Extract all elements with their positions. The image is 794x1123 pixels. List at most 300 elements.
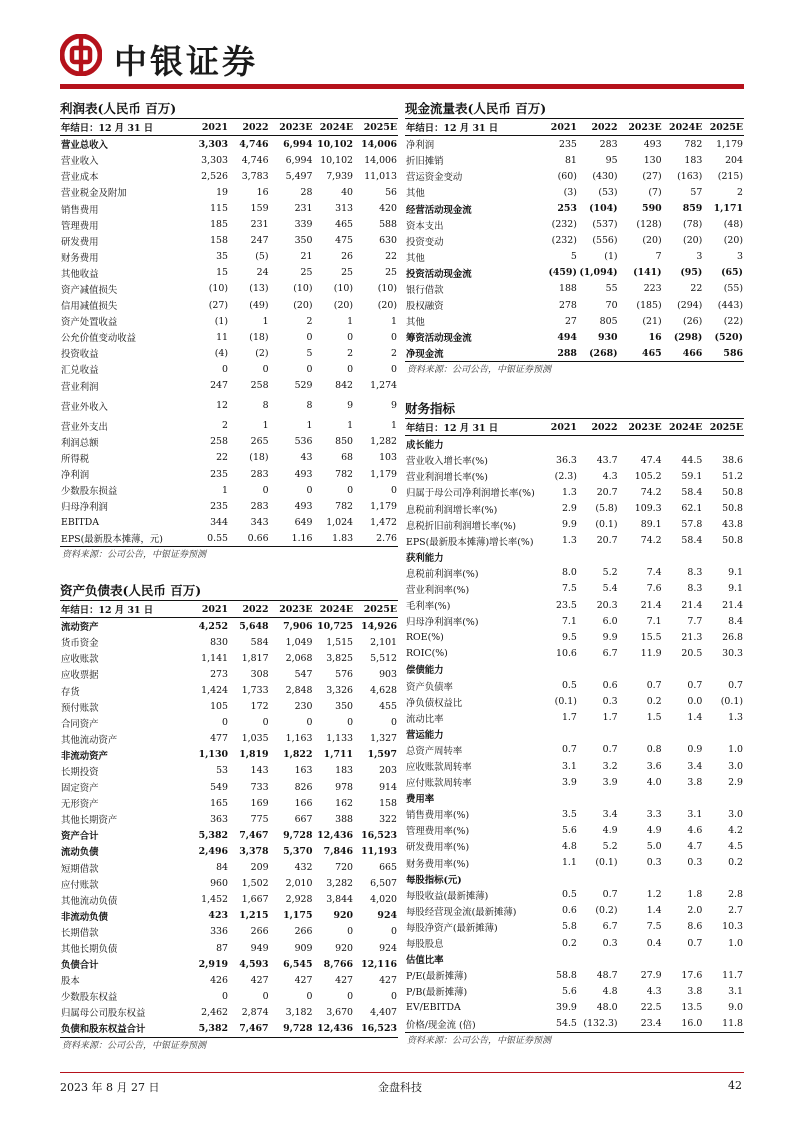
cell-value: 2022	[229, 601, 270, 618]
cell-value: 36.3	[556, 454, 577, 466]
table-row	[405, 967, 744, 983]
cell-value: 0	[347, 926, 354, 938]
table-row	[405, 806, 744, 822]
cell-value: 9.9	[602, 631, 618, 643]
table-row	[60, 876, 398, 892]
cell-value: (65)	[721, 267, 743, 279]
table-row	[405, 790, 744, 806]
cell-value: 0	[391, 363, 397, 375]
cell-value: (78)	[683, 219, 703, 231]
cell-value: 8.3	[687, 583, 703, 595]
cell-value: 115	[210, 203, 228, 215]
cell-value: 10,102	[320, 154, 354, 166]
cell-value: (163)	[677, 170, 703, 182]
cell-value: 0	[347, 331, 354, 343]
cell-value: 0.66	[247, 532, 269, 544]
cell-value: 16.0	[681, 1018, 703, 1030]
row-label: 营业收入	[61, 156, 99, 168]
cell-value: 4.3	[602, 470, 618, 482]
cell-value: 1.5	[646, 712, 662, 724]
cell-value: 40	[341, 186, 354, 198]
table-row	[405, 903, 744, 919]
cell-value: 20.7	[596, 535, 618, 547]
row-label: 归母净利润	[61, 502, 108, 514]
cell-value: 20.5	[681, 647, 703, 659]
cell-value: 2.0	[687, 905, 703, 917]
cell-value: 273	[210, 668, 228, 680]
cell-value: 162	[335, 797, 354, 809]
cell-value: 5.4	[602, 583, 618, 595]
cell-value: 1	[391, 315, 397, 327]
cell-value: (20)	[377, 299, 397, 311]
cell-value: 5,648	[239, 620, 269, 632]
table-row	[60, 827, 398, 843]
cell-value: 35	[216, 251, 228, 263]
cell-value: 584	[250, 636, 269, 648]
footer-date: 2023 年 8 月 27 日	[60, 1081, 160, 1094]
cell-value: 1.3	[561, 486, 577, 498]
cell-value: 0.2	[728, 857, 743, 869]
cell-value: 5.2	[602, 840, 618, 852]
cell-value: (20)	[683, 235, 703, 247]
row-label: 银行借款	[406, 284, 444, 296]
cell-value: 20.7	[596, 486, 618, 498]
row-label: 每股经营现金流(最新摊薄)	[406, 906, 517, 918]
row-label: 股权融资	[406, 301, 444, 313]
cell-value: 158	[379, 797, 397, 809]
cell-value: 21.3	[681, 631, 703, 643]
cell-value: 1,502	[241, 878, 269, 890]
cell-value: 1,141	[201, 652, 228, 664]
cell-value: 2022	[578, 419, 619, 436]
cell-value: 2.9	[728, 776, 743, 788]
row-label: 预付账款	[61, 702, 99, 714]
cell-value: 0	[391, 484, 397, 496]
cell-value: 283	[599, 138, 618, 150]
row-label: 所得税	[61, 453, 90, 465]
cell-value: (430)	[592, 170, 618, 182]
footer-page-number: 42	[728, 1079, 742, 1092]
table-header-row	[405, 419, 744, 436]
table-row	[405, 919, 744, 935]
cell-value: 4,628	[370, 685, 397, 697]
table-row	[60, 281, 398, 297]
table-row	[405, 855, 744, 871]
cell-value: 2024E	[663, 119, 704, 136]
cell-value: 455	[379, 701, 397, 713]
cell-value: (20)	[293, 299, 313, 311]
cell-value: 576	[335, 668, 354, 680]
cell-value	[578, 726, 619, 742]
income-title: 利润表(人民币 百万)	[60, 100, 398, 119]
cell-value	[663, 661, 704, 677]
cell-value: 2,928	[285, 894, 313, 906]
cell-value: 5,512	[370, 652, 397, 664]
cell-value: 2021	[537, 419, 578, 436]
table-row	[405, 468, 744, 484]
table-row	[405, 678, 744, 694]
cell-value: 1,179	[716, 138, 743, 150]
row-label: 营业外支出	[61, 421, 108, 433]
cell-value: 288	[557, 347, 577, 359]
cell-value: 4.6	[687, 824, 703, 836]
row-label: 每股指标(元)	[406, 874, 462, 886]
table-row	[405, 710, 744, 726]
cell-value: 47.4	[640, 454, 662, 466]
cell-value: 0	[306, 717, 313, 729]
table-row	[60, 892, 398, 908]
cell-value: (459)	[548, 267, 577, 279]
cell-value: 5.0	[646, 840, 662, 852]
table-row	[405, 345, 744, 361]
row-label: 长期借款	[61, 927, 99, 939]
cell-value: 1.0	[728, 937, 743, 949]
row-label: 成长能力	[406, 440, 444, 452]
row-label: 净负债权益比	[406, 697, 463, 709]
cell-value: 143	[250, 765, 269, 777]
row-label: EV/EBITDA	[406, 1001, 461, 1013]
table-row	[405, 452, 744, 468]
cell-value: 39.9	[556, 1001, 577, 1013]
cell-value: 50.8	[722, 503, 743, 515]
cell-value: 5	[570, 251, 577, 263]
cell-value: 231	[294, 203, 313, 215]
cell-value	[619, 661, 663, 677]
cell-value: 17.6	[681, 969, 703, 981]
table-row	[60, 297, 398, 313]
cell-value: (215)	[717, 170, 743, 182]
row-label: 获利能力	[406, 552, 444, 564]
cell-value: (2)	[255, 347, 269, 359]
cell-value: 6.7	[602, 921, 618, 933]
table-row	[60, 795, 398, 811]
cell-value: 15.5	[640, 631, 662, 643]
cell-value: 266	[294, 926, 313, 938]
row-label: ROIC(%)	[406, 647, 448, 659]
cell-value: 343	[250, 516, 269, 528]
cell-value: 55	[605, 283, 618, 295]
cell-value: 26	[341, 251, 354, 263]
cell-value: 223	[643, 283, 662, 295]
row-label: 其他	[406, 188, 425, 200]
cell-value: (537)	[592, 219, 618, 231]
cell-value: (0.1)	[720, 696, 743, 708]
cell-value: 475	[335, 235, 354, 247]
cell-value: 493	[294, 468, 313, 480]
cell-value: 19	[216, 186, 228, 198]
table-row	[60, 329, 398, 345]
cell-value: 12	[216, 400, 228, 412]
table-row	[60, 361, 398, 377]
cell-value: 10,725	[317, 620, 354, 632]
cell-value: 2024E	[313, 119, 354, 136]
cell-value: 549	[210, 781, 228, 793]
cell-value	[663, 790, 704, 806]
cell-value: 9.0	[728, 1001, 743, 1013]
balance-title: 资产负债表(人民币 百万)	[60, 582, 398, 601]
cell-value	[703, 726, 744, 742]
cell-value: 1,515	[326, 636, 354, 648]
cell-value: 826	[294, 781, 313, 793]
cell-value: 1.4	[646, 905, 662, 917]
cell-value: 7.5	[646, 921, 662, 933]
row-label: 偿债能力	[406, 665, 444, 677]
cell-value: 3,670	[326, 1006, 354, 1018]
financial-ratios	[405, 400, 744, 1049]
cell-value: 165	[210, 797, 228, 809]
table-row	[405, 500, 744, 516]
cell-value: (55)	[723, 283, 743, 295]
cell-value: 0.3	[602, 696, 618, 708]
table-row	[60, 530, 398, 546]
cell-value: 265	[250, 436, 269, 448]
ratios-source: 资料来源：公司公告，中银证券预测	[405, 1032, 744, 1049]
cell-value: 4.0	[646, 776, 662, 788]
cell-value: 3,326	[326, 685, 354, 697]
table-row	[60, 699, 398, 715]
cell-value: 2	[391, 347, 397, 359]
row-label: 筹资活动现金流	[406, 333, 472, 345]
cell-value: 25	[341, 267, 354, 279]
cell-value: 0	[391, 331, 397, 343]
cell-value: 9	[347, 400, 354, 412]
cell-value: 53	[216, 765, 228, 777]
cell-value: 1,163	[285, 733, 313, 745]
cell-value: 0	[391, 926, 397, 938]
cell-value: (10)	[333, 283, 354, 295]
cell-value: (0.1)	[554, 696, 577, 708]
cell-value: 1,215	[239, 910, 269, 922]
cell-value: 2.76	[376, 532, 397, 544]
cell-value: 22	[216, 452, 228, 464]
row-label: 营业利润	[61, 381, 99, 393]
cell-value: 1,667	[241, 894, 269, 906]
row-label: 长期投资	[61, 766, 99, 778]
table-row	[405, 951, 744, 967]
row-label: 营业收入增长率(%)	[406, 456, 488, 468]
cell-value: 0	[306, 990, 313, 1002]
cell-value: 1,175	[283, 910, 313, 922]
table-row	[405, 694, 744, 710]
cell-value: 27	[564, 315, 577, 327]
cell-value: 8	[306, 400, 313, 412]
cell-value	[619, 871, 663, 887]
cell-value: 1.2	[646, 889, 662, 901]
cell-value: 9.5	[561, 631, 577, 643]
cell-value: 3.2	[602, 760, 618, 772]
cell-value: 1,133	[326, 733, 354, 745]
cell-value: 14,006	[364, 154, 397, 166]
cell-value: 1,452	[201, 894, 228, 906]
row-label: 营业利润率(%)	[406, 584, 470, 596]
cell-value: 14,926	[361, 620, 397, 632]
cell-value: (95)	[680, 267, 703, 279]
cell-value: 0	[262, 363, 269, 375]
cell-value: (232)	[551, 235, 577, 247]
cell-value: 0.5	[561, 680, 577, 692]
cell-value: 2,068	[285, 652, 313, 664]
row-label: 净现金流	[406, 349, 444, 361]
cell-value: 3	[737, 251, 743, 263]
cell-value: (10)	[377, 283, 397, 295]
table-row	[405, 629, 744, 645]
table-row	[60, 200, 398, 216]
cell-value: 1,472	[370, 516, 397, 528]
cell-value: 350	[335, 701, 354, 713]
cell-value: 1,733	[241, 685, 269, 697]
row-label: 归属于母公司净利润增长率(%)	[406, 488, 535, 500]
cell-value: 3.9	[561, 776, 577, 788]
row-label: 投资收益	[61, 349, 99, 361]
row-label: 管理费用率(%)	[406, 826, 470, 838]
cell-value: 278	[558, 299, 577, 311]
cell-value: 0.3	[602, 937, 618, 949]
cell-value: 1,327	[370, 733, 397, 745]
cell-value: 13.5	[681, 1001, 703, 1013]
cell-value: 432	[294, 862, 313, 874]
table-row	[60, 313, 398, 329]
cell-value: 56	[385, 186, 397, 198]
cell-value	[619, 951, 663, 967]
table-row	[60, 398, 398, 414]
table-row	[60, 217, 398, 233]
cell-value: 2021	[192, 601, 229, 618]
table-row	[60, 682, 398, 698]
cell-value: 909	[294, 942, 313, 954]
cell-value: (520)	[714, 331, 743, 343]
cell-value: (10)	[208, 283, 228, 295]
cell-value: 0.6	[561, 905, 577, 917]
table-row	[60, 498, 398, 514]
cell-value: 1,130	[198, 749, 228, 761]
cell-value: 58.4	[681, 535, 703, 547]
cell-value: 27.9	[640, 969, 662, 981]
row-label: 归母净利润率(%)	[406, 617, 479, 629]
cell-value: 11.7	[722, 969, 743, 981]
row-label: 货币资金	[61, 638, 99, 650]
cell-value: (27)	[642, 170, 662, 182]
cell-value: 350	[294, 235, 313, 247]
cell-value: 2021	[192, 119, 229, 136]
cell-value: 11,013	[364, 170, 397, 182]
cell-value	[619, 790, 663, 806]
row-label: EPS(最新股本摊薄)增长率(%)	[406, 536, 534, 548]
cell-value: (0.1)	[595, 857, 618, 869]
cell-value: 0	[306, 331, 313, 343]
cell-value: 2024E	[313, 601, 354, 618]
cell-value: 21.4	[681, 599, 703, 611]
row-label: 资产合计	[61, 831, 99, 843]
row-label: 资产减值损失	[61, 284, 118, 296]
cell-value: 733	[250, 781, 269, 793]
cell-value: 1,049	[285, 636, 313, 648]
cell-value: 28	[300, 186, 313, 198]
row-label: 销售费用率(%)	[406, 810, 470, 822]
cell-value: 344	[210, 516, 228, 528]
cell-value: 12,436	[317, 1022, 354, 1034]
table-row	[60, 345, 398, 361]
row-label: 投资活动现金流	[406, 268, 472, 280]
cell-value: 5,370	[283, 845, 313, 857]
table-row	[405, 168, 744, 184]
cell-value: 159	[250, 203, 269, 215]
cell-value: (2.3)	[554, 470, 577, 482]
cell-value	[663, 871, 704, 887]
cell-value: 57.8	[681, 519, 703, 531]
cell-value: 830	[210, 636, 228, 648]
cell-value: 4.9	[602, 824, 618, 836]
cell-value: 2024E	[663, 419, 704, 436]
cell-value: (18)	[249, 452, 269, 464]
table-row	[405, 436, 744, 453]
cell-value: 16	[256, 186, 269, 198]
cell-value: 8.0	[561, 567, 577, 579]
cell-value: 283	[250, 468, 269, 480]
cell-value	[578, 436, 619, 453]
cell-value: 6,545	[283, 958, 313, 970]
cell-value: 4.8	[561, 840, 577, 852]
row-label: 息税折旧前利润增长率(%)	[406, 520, 516, 532]
cell-value: 0.9	[687, 744, 703, 756]
table-row	[60, 940, 398, 956]
table-row	[60, 731, 398, 747]
cell-value: 30.3	[722, 647, 743, 659]
cell-value: 38.6	[722, 454, 743, 466]
table-row	[405, 233, 744, 249]
cell-value: (1)	[604, 251, 618, 263]
row-label: EBITDA	[61, 516, 99, 528]
table-row	[60, 514, 398, 530]
cell-value: 0	[347, 484, 354, 496]
cell-value: 2025E	[354, 601, 398, 618]
row-label: 应收账款	[61, 654, 99, 666]
row-label: 应付账款周转率	[406, 778, 472, 790]
row-label: 固定资产	[61, 783, 99, 795]
cell-value: 89.1	[640, 519, 662, 531]
table-row	[405, 726, 744, 742]
row-label: 流动比率	[406, 713, 444, 725]
table-row	[60, 779, 398, 795]
table-row	[60, 988, 398, 1004]
cell-value: 21.4	[722, 599, 743, 611]
cell-value: 0.7	[728, 680, 743, 692]
cell-value: (132.3)	[583, 1018, 618, 1030]
bank-of-china-logo-icon	[60, 34, 102, 76]
cell-value: 48.7	[596, 969, 618, 981]
cell-value: 16	[648, 331, 662, 343]
cell-value: 7,467	[239, 1022, 269, 1034]
cell-value: (53)	[598, 186, 618, 198]
cell-value: 44.5	[681, 454, 703, 466]
cell-value: 536	[294, 436, 313, 448]
cell-value: 7,939	[326, 170, 354, 182]
cell-value: 5.8	[561, 921, 577, 933]
cell-value: 74.2	[640, 535, 662, 547]
balance-sheet	[60, 582, 398, 1054]
table-row	[60, 265, 398, 281]
cell-value: 59.1	[681, 470, 703, 482]
row-label: 应付账款	[61, 879, 99, 891]
cell-value: 0	[306, 484, 313, 496]
table-row	[60, 184, 398, 200]
cell-value: 3,783	[241, 170, 269, 182]
row-label: 折旧摊销	[406, 156, 444, 168]
cell-value: 258	[250, 380, 269, 392]
cell-value: (128)	[636, 219, 662, 231]
cell-value: 6,507	[370, 878, 397, 890]
cell-value: 7.5	[561, 583, 577, 595]
table-row	[405, 983, 744, 999]
